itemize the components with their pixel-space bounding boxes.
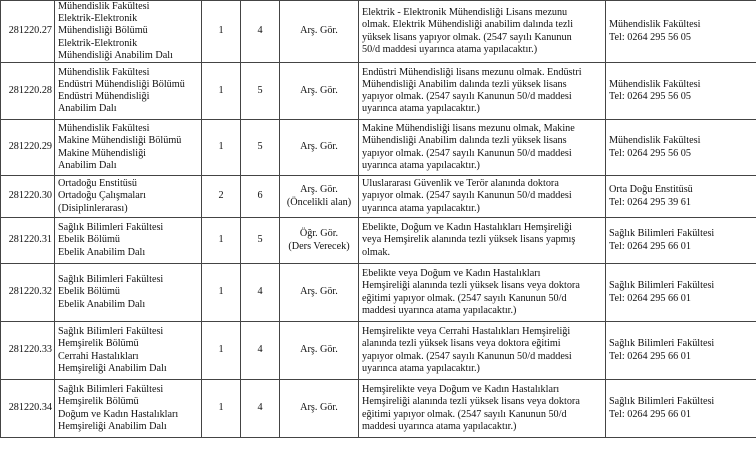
positions-table-body bbox=[1, 1, 756, 438]
position-requirement-line: uyarınca atama yapılacaktır.) bbox=[362, 202, 480, 214]
position-title bbox=[280, 1, 359, 63]
position-count: 1 bbox=[202, 380, 241, 438]
contact-info-line: Tel: 0264 295 56 05 bbox=[609, 91, 691, 103]
position-title-line: Arş. Gör. bbox=[300, 25, 338, 37]
academic-unit-line: Hemşireliği Anabilim Dalı bbox=[58, 420, 167, 432]
position-requirement-line: olmak. Elektrik Mühendisliği anabilim dalında tezli bbox=[362, 19, 574, 31]
position-requirement bbox=[359, 380, 606, 438]
position-requirement-line: Ebelikte, Doğum ve Kadın Hastalıkları Hemşireliği bbox=[362, 222, 572, 234]
table-row bbox=[1, 120, 756, 176]
table-row bbox=[1, 63, 756, 120]
position-requirement-line: Ebelikte veya Doğum ve Kadın Hastalıkları bbox=[362, 268, 541, 280]
contact-info bbox=[606, 218, 756, 264]
position-code: 281220.30 bbox=[1, 176, 55, 218]
contact-info-line: Mühendislik Fakültesi bbox=[609, 19, 701, 31]
academic-unit-line: Sağlık Bilimleri Fakültesi bbox=[58, 384, 164, 396]
contact-info-line: Mühendislik Fakültesi bbox=[609, 135, 701, 147]
contact-info-line: Sağlık Bilimleri Fakültesi bbox=[609, 228, 715, 240]
contact-info bbox=[606, 120, 756, 176]
position-title-line: Arş. Gör. bbox=[300, 184, 338, 196]
position-degree: 5 bbox=[241, 120, 280, 176]
position-title bbox=[280, 380, 359, 438]
position-requirement-line: Endüstri Mühendisliği lisans mezunu olmak. Endüstri bbox=[362, 66, 582, 78]
contact-info-line: Tel: 0264 295 66 01 bbox=[609, 350, 691, 362]
academic-unit bbox=[55, 322, 202, 380]
contact-info-line: Sağlık Bilimleri Fakültesi bbox=[609, 338, 715, 350]
contact-info-line: Sağlık Bilimleri Fakültesi bbox=[609, 280, 715, 292]
position-requirement bbox=[359, 264, 606, 322]
academic-unit-line: Endüstri Mühendisliği Bölümü bbox=[58, 78, 185, 90]
position-count: 1 bbox=[202, 218, 241, 264]
position-requirement-line: eğitimi yapıyor olmak. (2547 sayılı Kanunun 50/d bbox=[362, 292, 567, 304]
academic-unit-line: Mühendisliği Anabilim Dalı bbox=[58, 49, 173, 61]
table-row bbox=[1, 264, 756, 322]
academic-unit-line: Ortadoğu Enstitüsü bbox=[58, 178, 137, 190]
contact-info-line: Tel: 0264 295 66 01 bbox=[609, 292, 691, 304]
table-row bbox=[1, 380, 756, 438]
position-title-line: Arş. Gör. bbox=[300, 84, 338, 96]
position-requirement bbox=[359, 218, 606, 264]
position-requirement-line: uyarınca atama yapılacaktır.) bbox=[362, 103, 480, 115]
position-degree: 5 bbox=[241, 63, 280, 120]
contact-info-line: Sağlık Bilimleri Fakültesi bbox=[609, 396, 715, 408]
academic-unit-line: Makine Mühendisliği bbox=[58, 147, 147, 159]
contact-info bbox=[606, 322, 756, 380]
position-requirement-line: uyarınca atama yapılacaktır.) bbox=[362, 159, 480, 171]
position-count: 2 bbox=[202, 176, 241, 218]
position-code: 281220.33 bbox=[1, 322, 55, 380]
position-title bbox=[280, 63, 359, 120]
academic-unit-line: Anabilim Dalı bbox=[58, 159, 117, 171]
contact-info-line: Tel: 0264 295 66 01 bbox=[609, 240, 691, 252]
position-count: 1 bbox=[202, 1, 241, 63]
academic-unit-line: Ebelik Anabilim Dalı bbox=[58, 246, 146, 258]
academic-unit-line: Makine Mühendisliği Bölümü bbox=[58, 135, 182, 147]
position-requirement-line: Mühendisliği Anabilim dalında tezli yüksek lisans bbox=[362, 78, 567, 90]
academic-unit-line: Elektrik-Elektronik bbox=[58, 13, 138, 25]
academic-unit-line: Hemşireliği Anabilim Dalı bbox=[58, 362, 167, 374]
position-title bbox=[280, 218, 359, 264]
position-count: 1 bbox=[202, 120, 241, 176]
position-title-line: Arş. Gör. bbox=[300, 402, 338, 414]
contact-info-line: Tel: 0264 295 39 61 bbox=[609, 196, 691, 208]
table-row bbox=[1, 322, 756, 380]
position-requirement-line: Hemşireliği alanında tezli yüksek lisans veya doktora bbox=[362, 280, 580, 292]
academic-unit bbox=[55, 1, 202, 63]
position-requirement bbox=[359, 63, 606, 120]
position-degree: 6 bbox=[241, 176, 280, 218]
position-requirement-line: yapıyor olmak. (2547 sayılı Kanunun 50/d maddesi bbox=[362, 147, 572, 159]
table-row bbox=[1, 176, 756, 218]
position-degree: 4 bbox=[241, 264, 280, 322]
position-requirement-line: yapıyor olmak. (2547 sayılı Kanunun 50/d maddesi bbox=[362, 190, 572, 202]
position-requirement-line: olmak. bbox=[362, 246, 391, 258]
academic-unit-line: Ebelik Bölümü bbox=[58, 234, 120, 246]
position-requirement-line: Hemşireliği alanında tezli yüksek lisans veya doktora bbox=[362, 396, 580, 408]
position-requirement-line: uyarınca atama yapılacaktır.) bbox=[362, 362, 480, 374]
position-requirement-line: yapıyor olmak. (2547 sayılı Kanunun 50/d maddesi bbox=[362, 350, 572, 362]
position-count: 1 bbox=[202, 322, 241, 380]
position-title bbox=[280, 120, 359, 176]
position-title-line: (Öncelikli alan) bbox=[286, 196, 352, 208]
academic-unit-line: Sağlık Bilimleri Fakültesi bbox=[58, 274, 164, 286]
academic-unit-line: (Disiplinlerarası) bbox=[58, 202, 128, 214]
position-requirement-line: yapıyor olmak. (2547 sayılı Kanunun 50/d maddesi bbox=[362, 91, 572, 103]
academic-unit-line: Mühendislik Fakültesi bbox=[58, 1, 150, 12]
position-title-line: Arş. Gör. bbox=[300, 286, 338, 298]
academic-unit bbox=[55, 380, 202, 438]
position-degree: 5 bbox=[241, 218, 280, 264]
contact-info bbox=[606, 176, 756, 218]
academic-unit-line: Doğum ve Kadın Hastalıkları bbox=[58, 408, 179, 420]
position-requirement bbox=[359, 176, 606, 218]
contact-info-line: Mühendislik Fakültesi bbox=[609, 78, 701, 90]
position-code: 281220.28 bbox=[1, 63, 55, 120]
position-title-line: Arş. Gör. bbox=[300, 141, 338, 153]
academic-unit-line: Mühendisliği Bölümü bbox=[58, 25, 148, 37]
position-title bbox=[280, 176, 359, 218]
table-row bbox=[1, 218, 756, 264]
position-requirement-line: maddesi uyarınca atama yapılacaktır.) bbox=[362, 420, 517, 432]
position-requirement-line: veya Hemşirelik alanında tezli yüksek lisans yapmış bbox=[362, 234, 576, 246]
academic-unit-line: Ebelik Bölümü bbox=[58, 286, 120, 298]
contact-info bbox=[606, 264, 756, 322]
academic-unit-line: Hemşirelik Bölümü bbox=[58, 396, 139, 408]
position-requirement-line: alanında tezli yüksek lisans veya doktora eğitimi bbox=[362, 338, 561, 350]
contact-info-line: Tel: 0264 295 66 01 bbox=[609, 408, 691, 420]
position-degree: 4 bbox=[241, 380, 280, 438]
academic-unit bbox=[55, 176, 202, 218]
contact-info bbox=[606, 1, 756, 63]
position-title bbox=[280, 322, 359, 380]
position-requirement-line: Mühendisliği Anabilim dalında tezli yüksek lisans bbox=[362, 135, 567, 147]
academic-unit-line: Sağlık Bilimleri Fakültesi bbox=[58, 222, 164, 234]
academic-unit bbox=[55, 63, 202, 120]
position-requirement-line: Elektrik - Elektronik Mühendisliği Lisans mezunu bbox=[362, 7, 568, 19]
contact-info-line: Tel: 0264 295 56 05 bbox=[609, 31, 691, 43]
position-title-line: Öğr. Gör. bbox=[299, 228, 339, 240]
contact-info bbox=[606, 380, 756, 438]
position-title-line: Arş. Gör. bbox=[300, 344, 338, 356]
contact-info-line: Orta Doğu Enstitüsü bbox=[609, 184, 693, 196]
contact-info bbox=[606, 63, 756, 120]
position-requirement-line: maddesi uyarınca atama yapılacaktır.) bbox=[362, 304, 517, 316]
position-degree: 4 bbox=[241, 1, 280, 63]
position-code: 281220.34 bbox=[1, 380, 55, 438]
position-code: 281220.31 bbox=[1, 218, 55, 264]
position-requirement-line: yüksek lisans yapıyor olmak. (2547 sayılı Kanunun bbox=[362, 31, 572, 43]
position-title-line: (Ders Verecek) bbox=[288, 240, 350, 252]
position-degree: 4 bbox=[241, 322, 280, 380]
position-count: 1 bbox=[202, 264, 241, 322]
academic-unit bbox=[55, 264, 202, 322]
position-requirement-line: eğitimi yapıyor olmak. (2547 sayılı Kanunun 50/d bbox=[362, 408, 567, 420]
position-code: 281220.27 bbox=[1, 1, 55, 63]
position-requirement-line: Makine Mühendisliği lisans mezunu olmak, Makine bbox=[362, 123, 575, 135]
academic-unit-line: Sağlık Bilimleri Fakültesi bbox=[58, 326, 164, 338]
academic-unit-line: Cerrahi Hastalıkları bbox=[58, 350, 139, 362]
position-requirement-line: 50/d maddesi uyarınca atama yapılacaktır.) bbox=[362, 43, 538, 55]
academic-unit-line: Ebelik Anabilim Dalı bbox=[58, 298, 146, 310]
contact-info-line: Tel: 0264 295 56 05 bbox=[609, 147, 691, 159]
academic-unit-line: Endüstri Mühendisliği bbox=[58, 91, 150, 103]
academic-unit bbox=[55, 218, 202, 264]
academic-unit-line: Ortadoğu Çalışmaları bbox=[58, 190, 146, 202]
position-count: 1 bbox=[202, 63, 241, 120]
academic-unit bbox=[55, 120, 202, 176]
position-code: 281220.29 bbox=[1, 120, 55, 176]
position-requirement-line: Hemşirelikte veya Doğum ve Kadın Hastalıkları bbox=[362, 384, 560, 396]
position-requirement-line: Hemşirelikte veya Cerrahi Hastalıkları Hemşireliği bbox=[362, 326, 571, 338]
position-requirement bbox=[359, 322, 606, 380]
academic-unit-line: Elektrik-Elektronik bbox=[58, 37, 138, 49]
position-requirement bbox=[359, 120, 606, 176]
position-requirement bbox=[359, 1, 606, 63]
table-row bbox=[1, 1, 756, 63]
position-title bbox=[280, 264, 359, 322]
position-requirement-line: Uluslararası Güvenlik ve Terör alanında doktora bbox=[362, 178, 559, 190]
academic-unit-line: Anabilim Dalı bbox=[58, 103, 117, 115]
academic-unit-line: Mühendislik Fakültesi bbox=[58, 123, 150, 135]
academic-unit-line: Mühendislik Fakültesi bbox=[58, 66, 150, 78]
academic-unit-line: Hemşirelik Bölümü bbox=[58, 338, 139, 350]
position-code: 281220.32 bbox=[1, 264, 55, 322]
